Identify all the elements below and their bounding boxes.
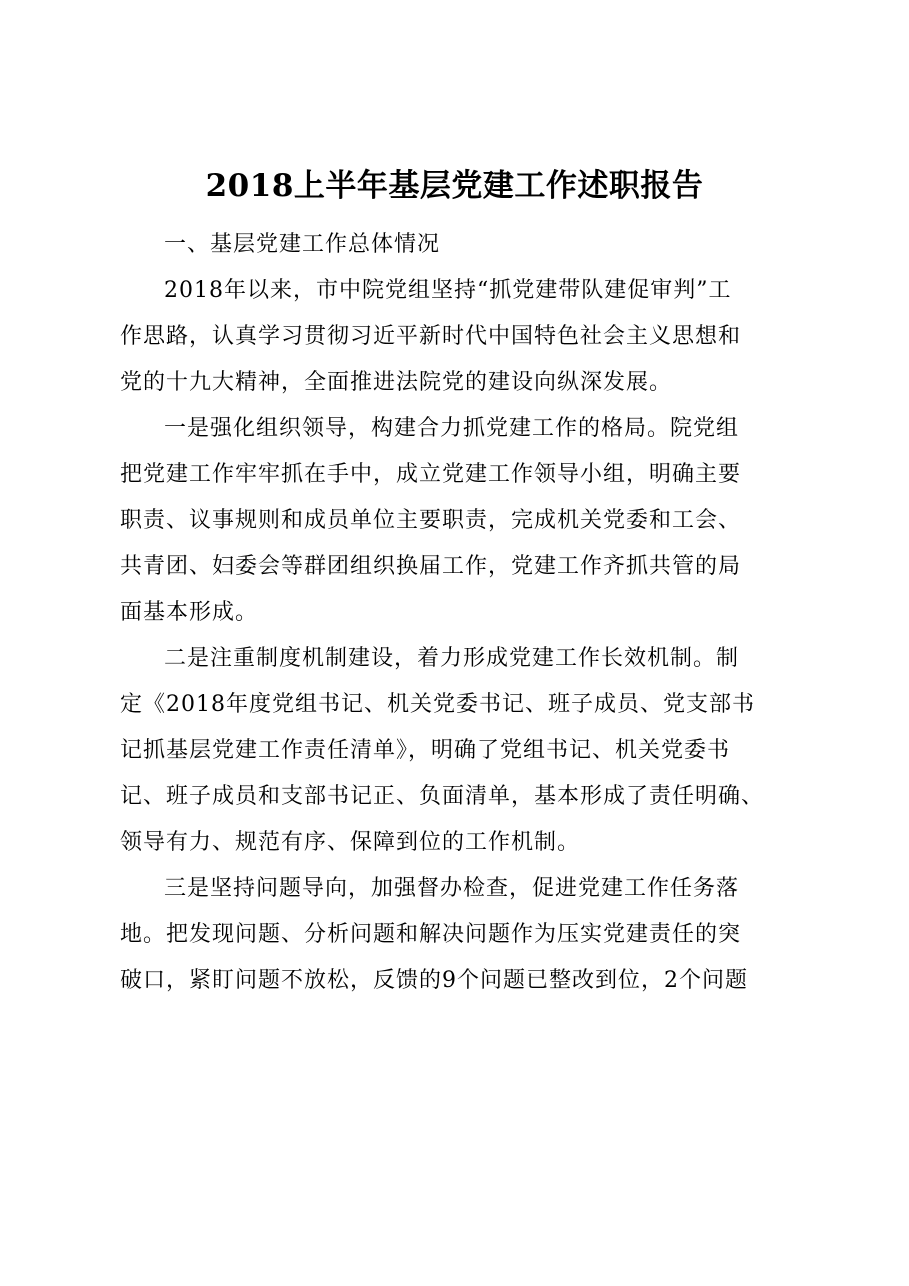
paragraph-point-three bbox=[120, 866, 800, 1004]
text-line: 作思路，认真学习贯彻习近平新时代中国特色社会主义思想和 bbox=[120, 324, 742, 349]
text-line: 面基本形成。 bbox=[120, 600, 259, 625]
paragraph-point-one bbox=[120, 406, 800, 636]
text-line: 一、基层党建工作总体情况 bbox=[164, 232, 441, 257]
text-line: 一是强化组织领导，构建合力抓党建工作的格局。院党组 bbox=[164, 416, 740, 441]
section-heading bbox=[120, 222, 800, 268]
text-line: 定《2018年度党组书记、机关党委书记、班子成员、党支部书 bbox=[120, 692, 755, 717]
text-line: 记抓基层党建工作责任清单》，明确了党组书记、机关党委书 bbox=[120, 738, 731, 763]
document-body bbox=[120, 222, 800, 1004]
text-line: 领导有力、规范有序、保障到位的工作机制。 bbox=[120, 830, 581, 855]
text-line: 共青团、妇委会等群团组织换届工作，党建工作齐抓共管的局 bbox=[120, 554, 742, 579]
text-line: 破口，紧盯问题不放松，反馈的9个问题已整改到位，2个问题 bbox=[120, 968, 748, 993]
paragraph-point-two bbox=[120, 636, 800, 866]
text-line: 把党建工作牢牢抓在手中，成立党建工作领导小组，明确主要 bbox=[120, 462, 742, 487]
text-line: 2018年以来，市中院党组坚持“抓党建带队建促审判”工 bbox=[164, 278, 732, 303]
text-line: 地。把发现问题、分析问题和解决问题作为压实党建责任的突 bbox=[120, 922, 742, 947]
text-line: 记、班子成员和支部书记正、负面清单，基本形成了责任明确、 bbox=[120, 784, 765, 809]
text-line: 职责、议事规则和成员单位主要职责，完成机关党委和工会、 bbox=[120, 508, 742, 533]
text-line: 党的十九大精神，全面推进法院党的建设向纵深发展。 bbox=[120, 370, 673, 395]
text-line: 二是注重制度机制建设，着力形成党建工作长效机制。制 bbox=[164, 646, 740, 671]
paragraph-overview bbox=[120, 268, 800, 406]
document-title: 2018上半年基层党建工作述职报告 bbox=[205, 168, 704, 204]
text-line: 三是坚持问题导向，加强督办检查，促进党建工作任务落 bbox=[164, 876, 740, 901]
